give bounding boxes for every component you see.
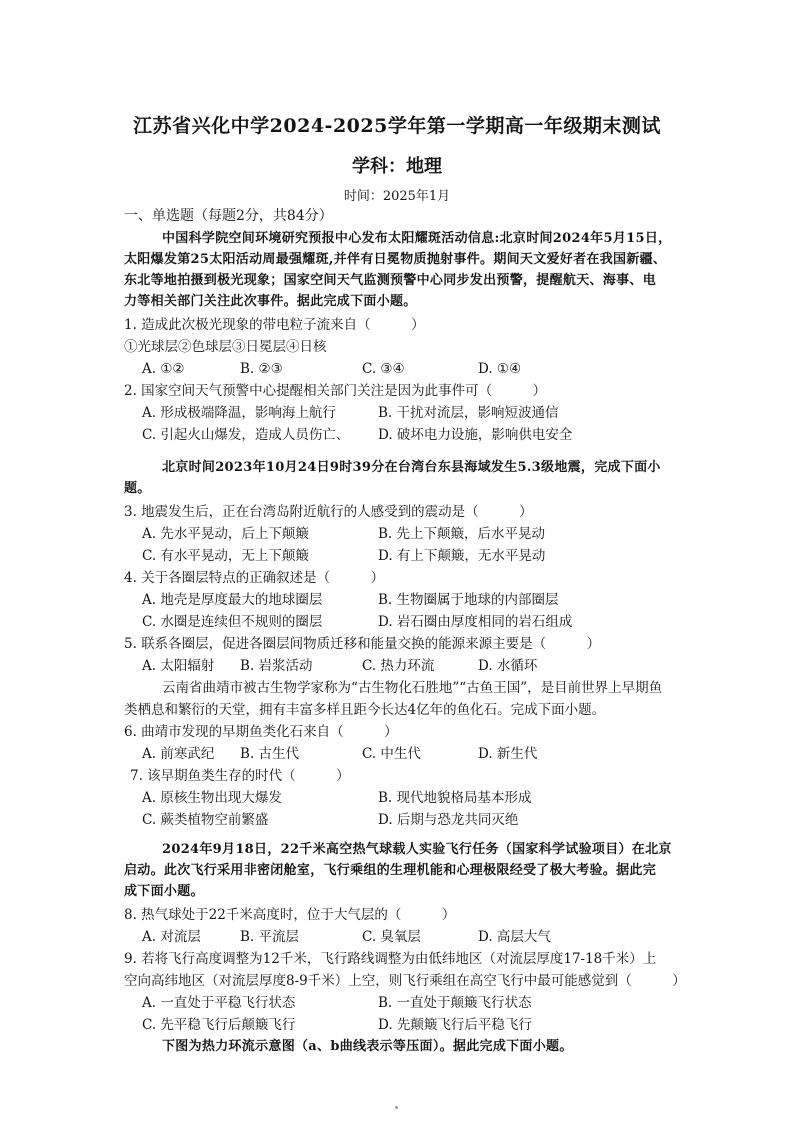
- question-4-option-c: C. 水圈是连续但不规则的圈层: [142, 614, 323, 630]
- question-8-option-a: A. 对流层: [142, 929, 201, 945]
- passage-4-line: 2024年9月18日，22千米高空热气球载人实验飞行任务（国家科学试验项目）在北京: [162, 842, 672, 857]
- question-5-option-d: D. 水循环: [478, 658, 538, 674]
- question-8-option-b: B. 平流层: [240, 929, 300, 945]
- passage-4-line: 成下面小题。: [124, 884, 204, 899]
- passage-1-line: 太阳爆发第25太阳活动周最强耀斑,并伴有日冕物质抛射事件。期间天文爱好者在我国新疆、: [124, 252, 667, 267]
- passage-2-line: 北京时间2023年10月24日9时39分在台湾台东县海域发生5.3级地震，完成下面小: [162, 460, 661, 475]
- passage-1-line: 力等相关部门关注此次事件。据此完成下面小题。: [124, 294, 417, 309]
- question-1-stem: 1. 造成此次极光现象的带电粒子流来自（ ）: [124, 317, 425, 333]
- question-5-option-a: A. 太阳辐射: [142, 658, 215, 674]
- exam-time: 时间：2025年1月: [343, 189, 451, 204]
- question-9-option-b: B. 一直处于颠簸飞行状态: [378, 995, 532, 1011]
- question-8-stem: 8. 热气球处于22千米高度时，位于大气层的（ ）: [124, 907, 456, 923]
- question-9-option-d: D. 先颠簸飞行后平稳飞行: [378, 1017, 532, 1033]
- question-7-option-c: C. 蕨类植物空前繁盛: [142, 812, 269, 828]
- question-1-option-b: B. ②③: [240, 361, 283, 377]
- question-1-option-c: C. ③④: [362, 361, 405, 377]
- question-5-option-b: B. 岩浆活动: [240, 658, 313, 674]
- question-6-option-a: A. 前寒武纪: [142, 746, 215, 762]
- passage-1-line: 中国科学院空间环境研究预报中心发布太阳耀斑活动信息:北京时间2024年5月15日，: [162, 231, 672, 246]
- question-3-option-b: B. 先上下颠簸，后水平晃动: [378, 526, 546, 542]
- question-6-option-b: B. 古生代: [240, 746, 300, 762]
- question-2-option-a: A. 形成极端降温，影响海上航行: [142, 405, 336, 421]
- question-4-option-d: D. 岩石圈由厚度相同的岩石组成: [378, 614, 573, 630]
- question-7-option-d: D. 后期与恐龙共同灭绝: [378, 812, 519, 828]
- question-3-option-c: C. 有水平晃动，无上下颠簸: [142, 548, 309, 564]
- question-6-option-c: C. 中生代: [362, 746, 421, 762]
- question-6-option-d: D. 新生代: [478, 746, 538, 762]
- scan-speck: [395, 1106, 398, 1109]
- question-7-stem: 7. 该早期鱼类生存的时代（ ）: [130, 768, 350, 784]
- question-9-option-a: A. 一直处于平稳飞行状态: [142, 995, 296, 1011]
- question-5-option-c: C. 热力环流: [362, 658, 435, 674]
- question-9-stem-line: 9. 若将飞行高度调整为12千米，飞行路线调整为由低纬地区（对流层厚度17-18千米）上: [124, 951, 657, 967]
- passage-3-line: 类栖息和繁衍的天堂，拥有丰富多样且距今长达4亿年的鱼化石。完成下面小题。: [124, 702, 606, 718]
- exam-title: 江苏省兴化中学2024-2025学年第一学期高一年级期末测试: [133, 115, 661, 137]
- question-4-stem: 4. 关于各圈层特点的正确叙述是（ ）: [124, 570, 385, 586]
- question-4-option-a: A. 地壳是厚度最大的地球圈层: [142, 592, 323, 608]
- question-3-option-d: D. 有上下颠簸，无水平晃动: [378, 548, 546, 564]
- passage-5-line: 下图为热力环流示意图（a、b曲线表示等压面）。据此完成下面小题。: [162, 1039, 573, 1054]
- question-2-option-c: C. 引起火山爆发，造成人员伤亡、: [142, 427, 350, 443]
- passage-2-line: 题。: [124, 481, 151, 496]
- question-1-option-a: A. ①②: [142, 361, 185, 377]
- passage-1-line: 东北等地拍摄到极光现象；国家空间天气监测预警中心同步发出预警，提醒航天、海事、电: [124, 273, 657, 288]
- question-8-option-c: C. 臭氧层: [362, 929, 421, 945]
- question-3-option-a: A. 先水平晃动，后上下颠簸: [142, 526, 309, 542]
- passage-4-line: 启动。此次飞行采用非密闭舱室，飞行乘组的生理机能和心理极限经受了极大考验。据此完: [124, 863, 657, 878]
- question-3-stem: 3. 地震发生后，正在台湾岛附近航行的人感受到的震动是（ ）: [124, 504, 533, 520]
- question-2-option-b: B. 干扰对流层，影响短波通信: [378, 405, 559, 421]
- question-4-option-b: B. 生物圈属于地球的内部圈层: [378, 592, 559, 608]
- subject-line: 学科：地理: [352, 156, 442, 177]
- question-2-stem: 2. 国家空间天气预警中心提醒相关部门关注是因为此事件可（ ）: [124, 383, 547, 399]
- question-7-option-b: B. 现代地貌格局基本形成: [378, 790, 532, 806]
- question-9-option-c: C. 先平稳飞行后颠簸飞行: [142, 1017, 296, 1033]
- question-9-stem-line: 空向高纬地区（对流层厚度8-9千米）上空，则飞行乘组在高空飞行中最可能感觉到（ ）: [124, 973, 686, 989]
- question-6-stem: 6. 曲靖市发现的早期鱼类化石来自（ ）: [124, 724, 398, 740]
- question-7-option-a: A. 原核生物出现大爆发: [142, 790, 282, 806]
- question-8-option-d: D. 高层大气: [478, 929, 551, 945]
- question-1-option-d: D. ①④: [478, 361, 522, 377]
- question-5-stem: 5. 联系各圈层，促进各圈层间物质迁移和能量交换的能源来源主要是（ ）: [124, 636, 601, 652]
- question-1-note: ①光球层②色球层③日冕层④日核: [124, 339, 327, 355]
- question-2-option-d: D. 破坏电力设施，影响供电安全: [378, 427, 573, 443]
- section-heading: 一、单选题（每题2分，共84分）: [124, 208, 333, 224]
- passage-3-line: 云南省曲靖市被古生物学家称为“古生物化石胜地”“古鱼王国”，是目前世界上早期鱼: [162, 680, 663, 696]
